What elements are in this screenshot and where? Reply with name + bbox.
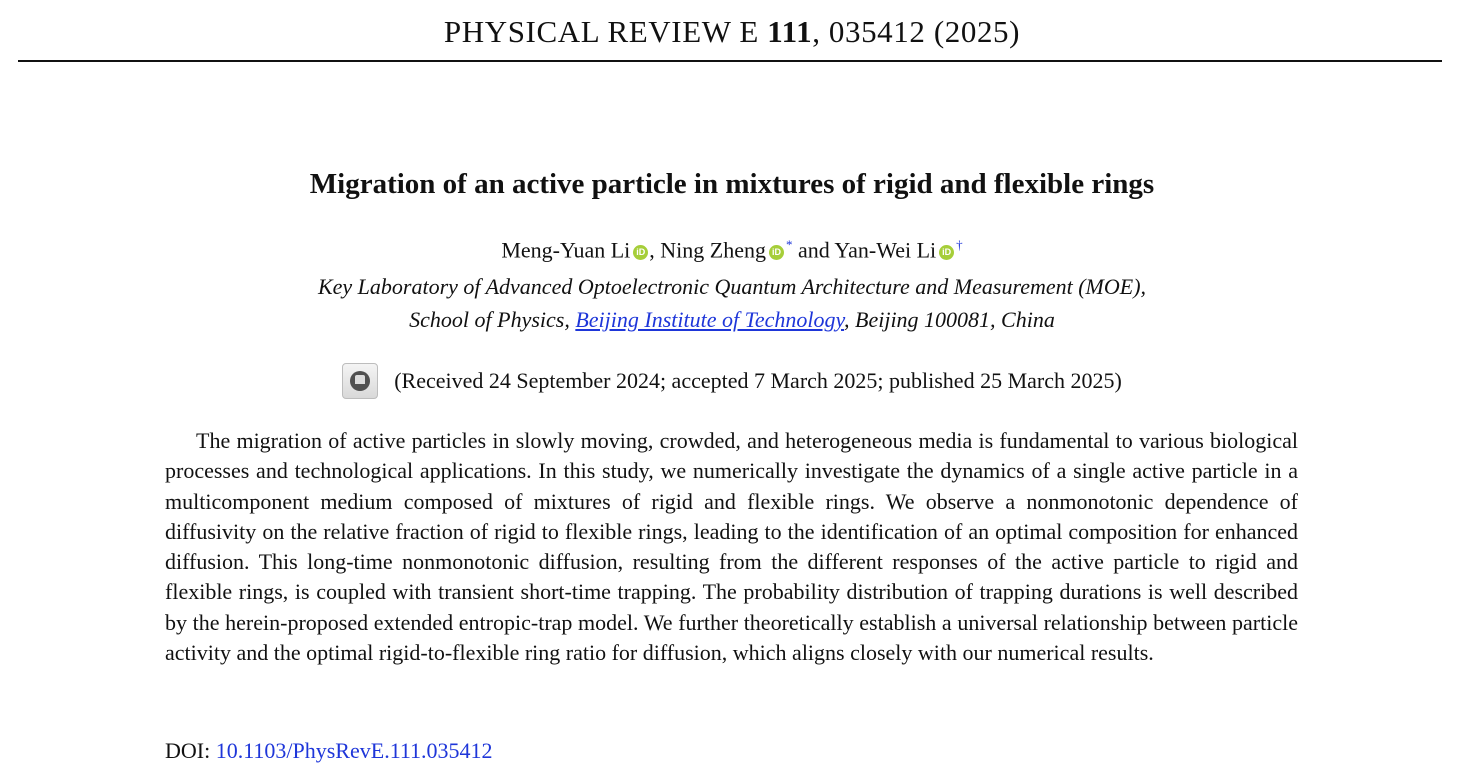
footnote-mark[interactable]: † — [956, 237, 963, 252]
orcid-icon[interactable]: iD — [633, 245, 648, 260]
author-name[interactable]: Yan-Wei Li — [834, 237, 937, 263]
author-list — [0, 237, 1464, 263]
publication-dates-row — [0, 365, 1464, 401]
affiliation-suffix: , Beijing 100081, China — [844, 307, 1055, 332]
header-rule — [18, 60, 1442, 62]
footnote-mark[interactable]: * — [785, 237, 793, 252]
paper-title: Migration of an active particle in mixtures of rigid and flexible rings — [309, 168, 1155, 200]
affiliation-line-1: Key Laboratory of Advanced Optoelectronic Quantum Architecture and Measurement (MOE), — [317, 274, 1147, 299]
doi-row — [165, 738, 493, 764]
affiliation-prefix: School of Physics, — [409, 307, 576, 332]
author-separator: and — [792, 237, 835, 263]
article-number: , 035412 (2025) — [812, 14, 1021, 49]
affiliation-line-2 — [0, 307, 1464, 333]
orcid-icon[interactable]: iD — [769, 245, 784, 260]
crossmark-icon[interactable] — [342, 363, 378, 399]
institution-link[interactable]: Beijing Institute of Technology — [575, 307, 845, 332]
journal-volume: 111 — [767, 14, 813, 49]
abstract: The migration of active particles in slowly moving, crowded, and heterogeneous media is fundamental to various biological processes and technological applications. In this study, we numerically investigate the dynamics of a single active particle in a multicomponent medium composed of mixtures of rigid and flexible rings. We observe a nonmonotonic dependence of diffusivity on the relative fraction of rigid to flexible rings, leading to the identification of an optimal composition for enhanced diffusion. This long-time nonmonotonic diffusion, resulting from the different responses of the active particle to rigid and flexible rings, is coupled with transient short-time trapping. The probability distribution of trapping durations is well described by the herein-proposed extended entropic-trap model. We further theoretically establish a universal relationship between particle activity and the optimal rigid-to-flexible ring ratio for diffusion, which aligns closely with our numerical results. — [165, 428, 1298, 666]
author-separator: , — [649, 237, 661, 263]
journal-header — [0, 14, 1464, 50]
author-name[interactable]: Meng-Yuan Li — [501, 237, 631, 263]
doi-link[interactable]: 10.1103/PhysRevE.111.035412 — [215, 738, 493, 763]
author-name[interactable]: Ning Zheng — [660, 237, 766, 263]
journal-name: PHYSICAL REVIEW E — [443, 14, 759, 49]
orcid-icon[interactable]: iD — [939, 245, 954, 260]
publication-dates: (Received 24 September 2024; accepted 7 March 2025; published 25 March 2025) — [394, 368, 1122, 394]
doi-label: DOI: — [165, 738, 216, 763]
